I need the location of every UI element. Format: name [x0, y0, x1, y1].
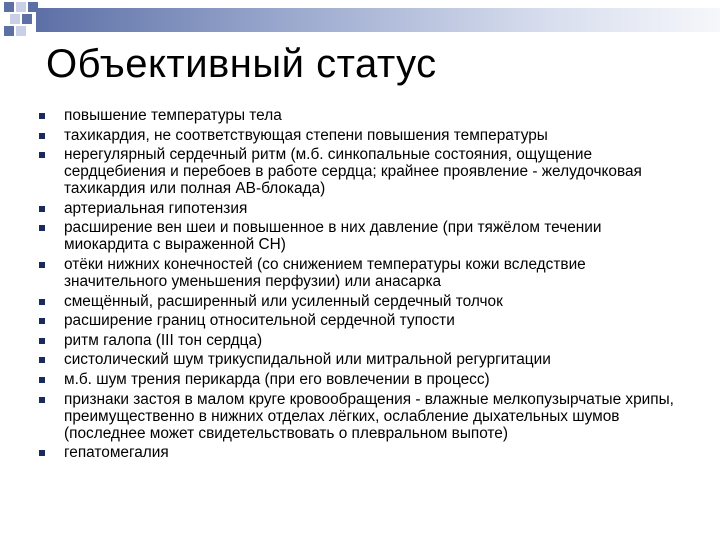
- deco-square: [16, 26, 26, 36]
- list-item-text: ритм галопа (III тон сердца): [64, 331, 263, 349]
- list-item: [0, 200, 720, 217]
- list-item-text: артериальная гипотензия: [64, 199, 248, 217]
- list-item: [0, 293, 720, 310]
- square-bullet-icon: [39, 318, 45, 324]
- slide-title: Объективный статус: [46, 42, 437, 86]
- list-item: [0, 332, 720, 349]
- deco-square: [4, 26, 14, 36]
- header-decoration: [0, 0, 720, 40]
- header-gradient-band: [36, 8, 720, 32]
- list-item: [0, 146, 720, 197]
- list-item-text: нерегулярный сердечный ритм (м.б. синкопальные состояния, ощущение сердцебиения и перебоев в работе сердца; крайнее проявление - желудочковая тахикардия или полная АВ-блокада): [64, 146, 642, 198]
- list-item: [0, 351, 720, 368]
- square-bullet-icon: [39, 133, 45, 139]
- list-item-text: признаки застоя в малом круге кровообращения - влажные мелкопузырчатые хрипы, преимущественно в нижних отделах лёгких, ослабление дыхательных шумов (последнее может свидетельствовать о плевральном выпоте): [64, 390, 674, 442]
- list-item: [0, 219, 720, 253]
- square-bullet-icon: [39, 152, 45, 158]
- list-item: [0, 256, 720, 290]
- list-item-text: смещённый, расширенный или усиленный сердечный толчок: [64, 292, 503, 310]
- list-item-text: расширение границ относительной сердечной тупости: [64, 312, 455, 330]
- deco-square: [22, 14, 32, 24]
- list-item-text: повышение температуры тела: [64, 107, 282, 124]
- list-item: [0, 312, 720, 329]
- list-item: [0, 127, 720, 144]
- deco-square: [28, 2, 38, 12]
- square-bullet-icon: [39, 338, 45, 344]
- square-bullet-icon: [39, 357, 45, 363]
- deco-square: [10, 14, 20, 24]
- square-bullet-icon: [39, 377, 45, 383]
- square-bullet-icon: [39, 397, 45, 403]
- deco-square: [16, 2, 26, 12]
- list-item-text: систолический шум трикуспидальной или митральной регургитации: [64, 351, 551, 369]
- square-bullet-icon: [39, 262, 45, 268]
- deco-square: [4, 2, 14, 12]
- square-bullet-icon: [39, 299, 45, 305]
- square-bullet-icon: [39, 113, 45, 119]
- square-bullet-icon: [39, 206, 45, 212]
- square-bullet-icon: [39, 225, 45, 231]
- list-item-text: расширение вен шеи и повышенное в них давление (при тяжёлом течении миокардита с выраженной СН): [64, 219, 602, 254]
- list-item: [0, 444, 720, 461]
- bullet-list: [0, 107, 720, 464]
- list-item-text: гепатомегалия: [64, 444, 169, 462]
- list-item: [0, 391, 720, 442]
- square-bullet-icon: [39, 450, 45, 456]
- list-item: [0, 371, 720, 388]
- list-item-text: отёки нижних конечностей (со снижением температуры кожи вследствие значительного уменьшения перфузии) или анасарка: [64, 255, 586, 290]
- list-item-text: тахикардия, не соответствующая степени повышения температуры: [64, 126, 548, 144]
- list-item: [0, 107, 720, 124]
- list-item-text: м.б. шум трения перикарда (при его вовлечении в процесс): [64, 370, 490, 388]
